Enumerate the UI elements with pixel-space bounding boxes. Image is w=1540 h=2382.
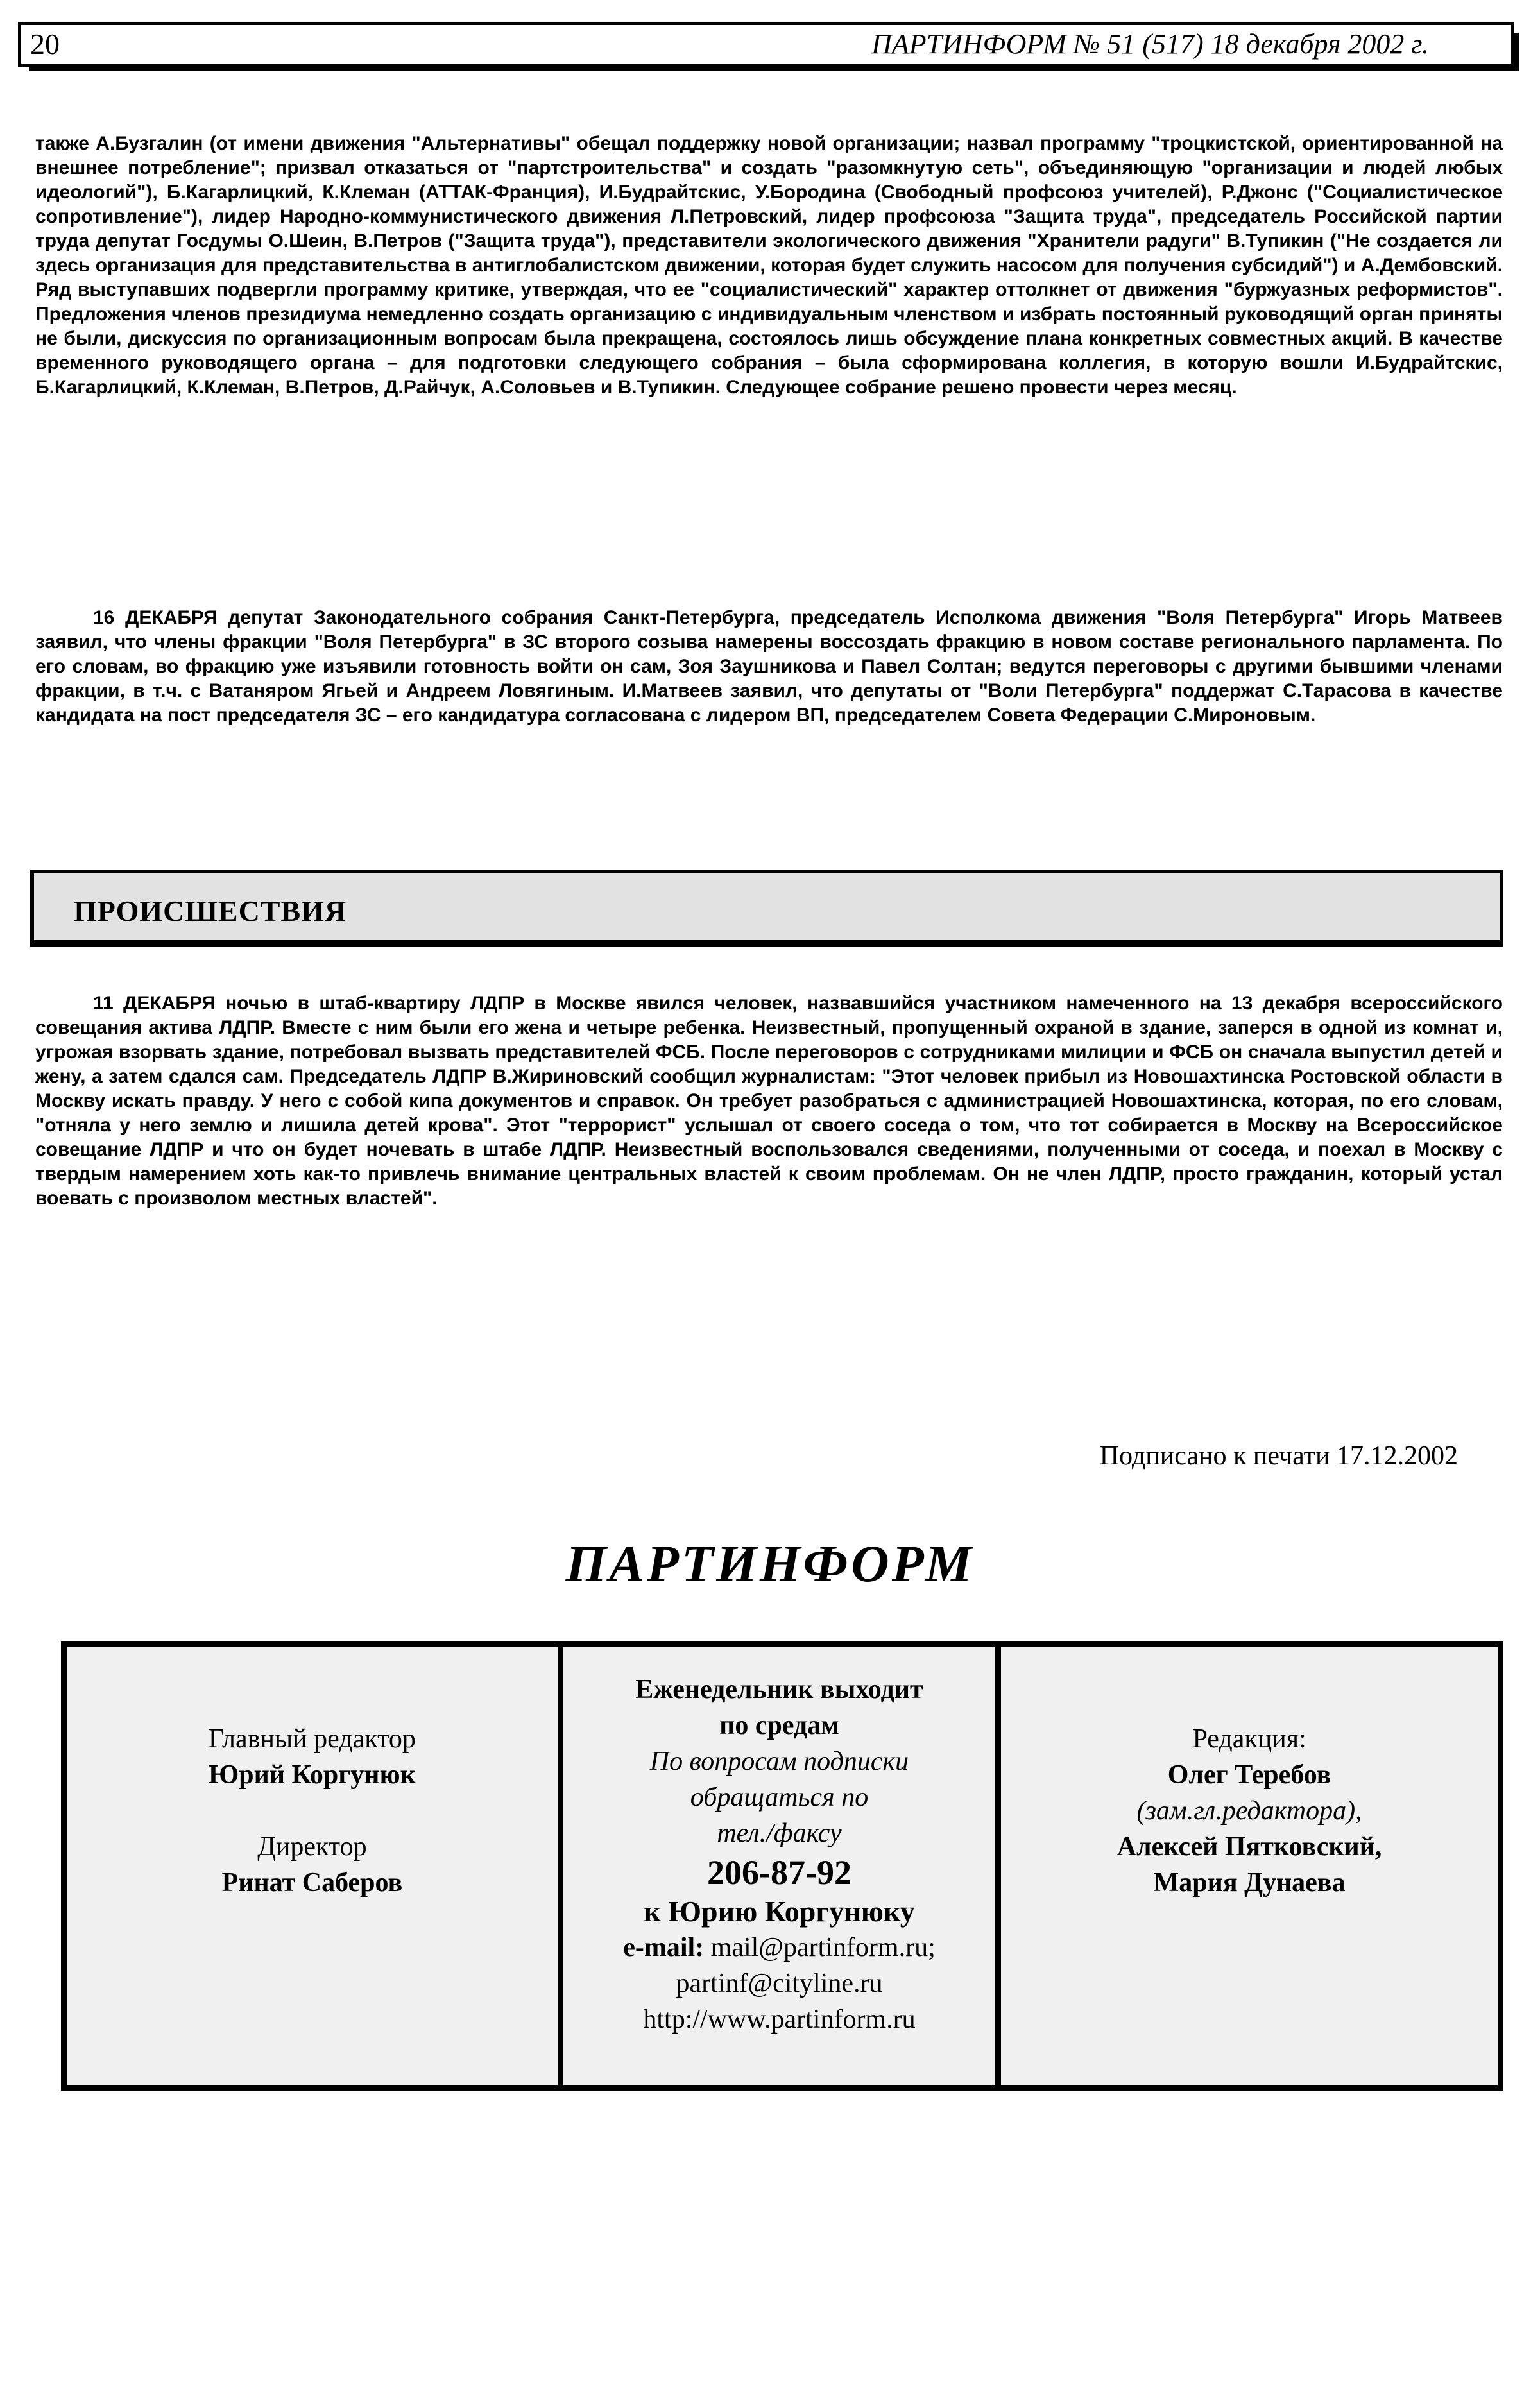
page-header xyxy=(18,22,1514,67)
print-signoff: Подписано к печати 17.12.2002 xyxy=(1099,1441,1458,1471)
incidents-paragraph: 11 ДЕКАБРЯ ночью в штаб-квартиру ЛДПР в Москве явился человек, назвавшийся участником намеченного на 13 декабря всероссийского совещания актива ЛДПР. Вместе с ним были его жена и четыре ребенка. Неизвестный, пропущенный охраной в здание, заперся в одной из комнат и, угрожая взорвать здание, потребовал вызвать представителей ФСБ. После переговоров с сотрудниками милиции и ФСБ он сначала выпустил детей и жену, а затем сдался сам. Председатель ЛДПР В.Жириновский сообщил журналистам: "Этот человек прибыл из Новошахтинска Ростовской области в Москву искать правду. У него с собой кипа документов и справок. Он требует разобраться с администрацией Новошахтинска, которая, по его словам, "отняла у него землю и лишила детей крова". Этот "террорист" услышал от своего соседа о том, что тот собирается в Москву на Всероссийское совещание ЛДПР и что он будет ночевать в штабе ЛДПР. Неизвестный воспользовался сведениями, полученными от соседа, и поехал в Москву с твердым намерением хоть как-то привлечь внимание центральных властей к своим проблемам. Он не член ЛДПР, просто гражданин, который устал воевать с произволом местных властей". xyxy=(35,993,1503,1209)
page-number: 20 xyxy=(30,28,60,60)
email-address-2: partinf@cityline.ru xyxy=(676,1969,883,1998)
editorial-label: Редакция: xyxy=(1192,1724,1306,1754)
subscription-cell xyxy=(563,1647,1001,2085)
website-url: http://www.partinform.ru xyxy=(643,2005,916,2034)
contact-person: к Юрию Коргунюку xyxy=(644,1895,915,1928)
director-name: Ринат Саберов xyxy=(221,1868,403,1898)
chief-editor-label: Главный редактор xyxy=(208,1724,416,1754)
spacer xyxy=(67,1793,558,1829)
email-address-1: mail@partinform.ru; xyxy=(710,1933,936,1962)
editorial-name-3: Мария Дунаева xyxy=(1153,1868,1346,1898)
subscription-line-1: По вопросам подписки xyxy=(649,1747,909,1776)
section-header-incidents xyxy=(30,870,1503,947)
editor-cell xyxy=(67,1647,563,2085)
editorial-role-1: (зам.гл.редактора), xyxy=(1136,1796,1362,1826)
subscription-line-3: тел./факсу xyxy=(717,1819,842,1848)
editorial-name-2: Алексей Пятковский, xyxy=(1116,1832,1382,1862)
editorial-name-1: Олег Теребов xyxy=(1167,1760,1331,1790)
schedule-line-2: по средам xyxy=(719,1711,839,1740)
masthead-title: ПАРТИНФОРМ xyxy=(565,1534,975,1593)
schedule-line-1: Еженедельник выходит xyxy=(635,1675,923,1704)
article-paragraph-1: также А.Бузгалин (от имени движения "Альтернативы" обещал поддержку новой организации; назвал программу "троцкистской, ориентированной на внешнее потребление"; призвал отказаться от "партстроительства" и создать "разомкнутую сеть", объединяющую "организации и людей любых идеологий"), Б.Кагарлицкий, К.Клеман (АТТАК-Франция), И.Будрайтскис, У.Бородина (Свободный профсоюз учителей), Р.Джонс ("Социалистическое сопротивление"), лидер Народно-коммунистического движения Л.Петровский, лидер профсоюза "Защита труда", председатель Российской партии труда депутат Госдумы О.Шеин, В.Петров ("Защита труда"), представители экологического движения "Хранители радуги" В.Тупикин ("Не создается ли здесь организация для представительства в антиглобалистском движении, которая будет служить насосом для получения субсидий") и А.Дембовский. Ряд выступавших подвергли программу критике, утверждая, что ее "социалистический" характер оттолкнет от движения "буржуазных реформистов". Предложения членов президиума немедленно создать организацию с индивидуальным членством и избрать постоянный руководящий орган приняты не были, дискуссия по организационным вопросам была прекращена, состоялось лишь обсуждение плана конкретных совместных акций. В качестве временного руководящего органа – для подготовки следующего собрания – была сформирована коллегия, в которую вошли И.Будрайтскис, Б.Кагарлицкий, К.Клеман, В.Петров, Д.Райчук, А.Соловьев и В.Тупикин. Следующее собрание решено провести через месяц. xyxy=(35,133,1503,398)
article-paragraph-2: 16 ДЕКАБРЯ депутат Законодательного собрания Санкт-Петербурга, председатель Исполкома движения "Воля Петербурга" Игорь Матвеев заявил, что члены фракции "Воля Петербурга" в ЗС второго созыва намерены воссоздать фракцию в новом составе регионального парламента. По его словам, во фракцию уже изъявили готовность войти он сам, Зоя Заушникова и Павел Солтан; ведутся переговоры с другими бывшими членами фракции, в т.ч. с Ватаняром Ягьей и Андреем Ловягиным. И.Матвеев заявил, что депутаты от "Воли Петербурга" поддержат С.Тарасова в качестве кандидата на пост председателя ЗС – его кандидатура согласована с лидером ВП, председателем Совета Федерации С.Мироновым. xyxy=(35,607,1503,726)
phone-number: 206-87-92 xyxy=(707,1853,851,1892)
section-title: ПРОИСШЕСТВИЯ xyxy=(74,895,347,927)
subscription-line-2: обращаться по xyxy=(690,1783,869,1812)
chief-editor-name: Юрий Коргунюк xyxy=(208,1760,416,1790)
editorial-cell xyxy=(1001,1647,1498,2085)
email-label: e-mail: xyxy=(623,1933,705,1962)
email-line xyxy=(563,1930,995,1966)
issue-title: ПАРТИНФОРМ № 51 (517) 18 декабря 2002 г. xyxy=(871,28,1429,60)
director-label: Директор xyxy=(257,1832,367,1862)
masthead-info-table xyxy=(61,1641,1503,2091)
